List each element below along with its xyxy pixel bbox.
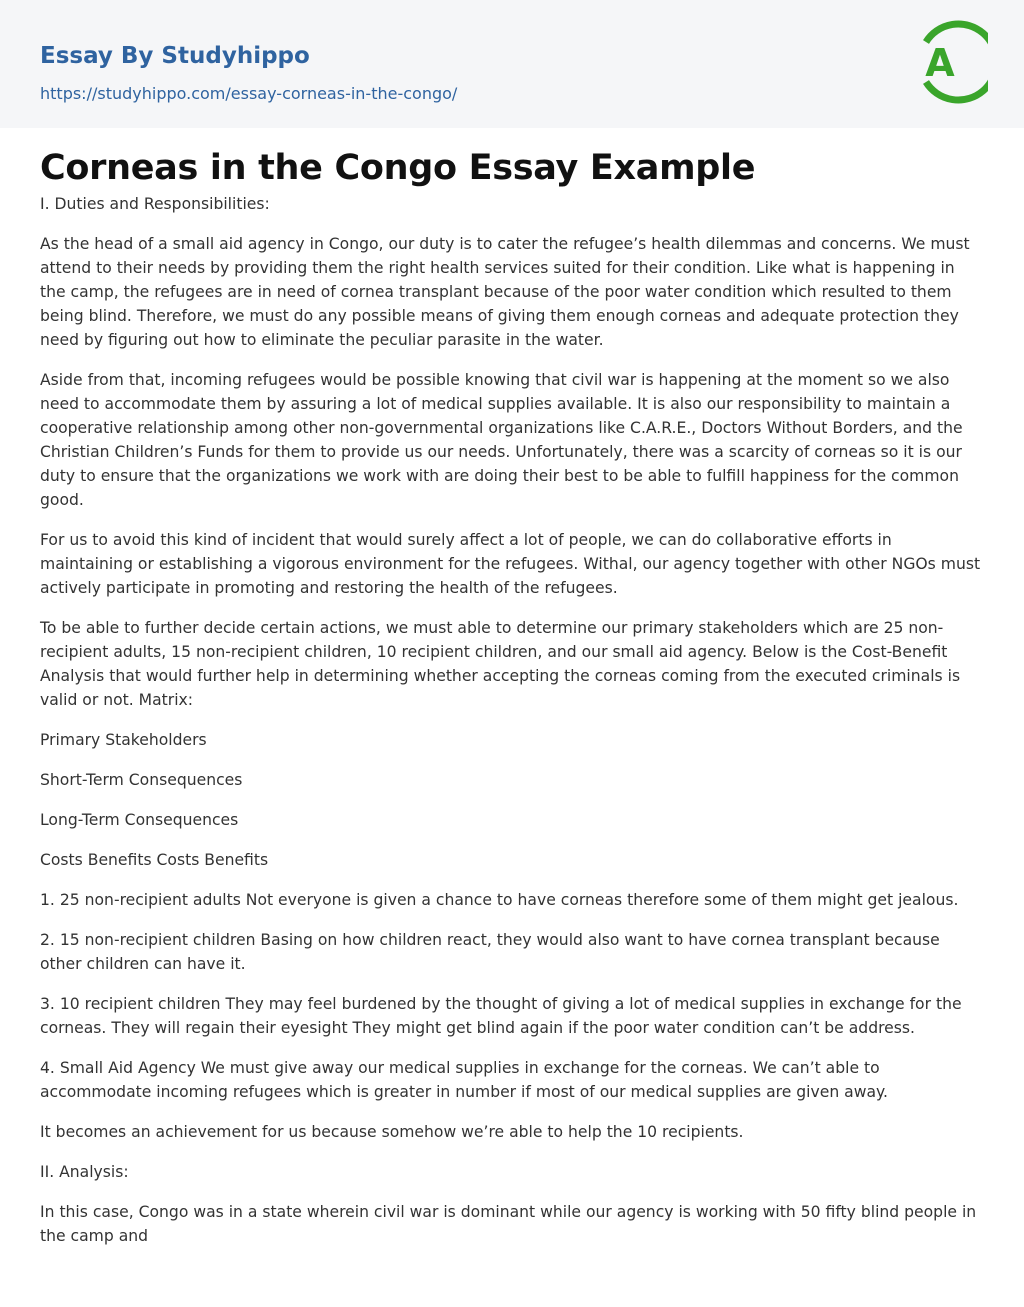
paragraph: In this case, Congo was in a state wherein civil war is dominant while our agency is working with 50 fifty blind people in the camp and [40, 1203, 977, 1245]
matrix-heading: Primary Stakeholders [40, 731, 207, 749]
matrix-heading: Short-Term Consequences [40, 771, 243, 789]
matrix-row: 3. 10 recipient children They may feel burdened by the thought of giving a lot of medical supplies in exchange for the corneas. They will regain their eyesight They might get blind again if the poor water condition can’t be address. [40, 995, 962, 1037]
paragraph: To be able to further decide certain actions, we must able to determine our primary stakeholders which are 25 non-recipient adults, 15 non-recipient children, 10 recipient children, and our small aid agency. Below is the Cost-Benefit Analysis that would further help in determining whether accepting the corneas coming from the executed criminals is valid or not. Matrix: [40, 619, 961, 709]
matrix-heading: Long-Term Consequences [40, 811, 239, 829]
paragraph-analysis-heading: II. Analysis: [40, 1163, 129, 1181]
matrix-row: 2. 15 non-recipient children Basing on how children react, they would also want to have cornea transplant because other children can have it. [40, 931, 940, 973]
essay-url-link[interactable]: https://studyhippo.com/essay-corneas-in-the-congo/ [40, 84, 458, 103]
brand-title[interactable]: Essay By Studyhippo [40, 43, 310, 69]
paragraph: For us to avoid this kind of incident that would surely affect a lot of people, we can do collaborative efforts in maintaining or establishing a vigorous environment for the refugees. Withal, our agency together with other NGOs must actively participate in promoting and restoring the health of the refugees. [40, 531, 981, 597]
paragraph: It becomes an achievement for us because somehow we’re able to help the 10 recipients. [40, 1123, 744, 1141]
paragraph: Aside from that, incoming refugees would be possible knowing that civil war is happening at the moment so we also need to accommodate them by assuring a lot of medical supplies available. It is also our responsibility to maintain a cooperative relationship among other non-governmental organizations like C.A.R.E., Doctors Without Borders, and the Christian Children’s Funds for them to provide us our needs. Unfortunately, there was a scarcity of corneas so it is our duty to ensure that the organizations we work with are doing their best to be able to fulfill happiness for the common good. [40, 371, 963, 509]
studyhippo-logo-icon[interactable] [910, 18, 988, 106]
paragraph-duties-heading: I. Duties and Responsibilities: [40, 195, 270, 213]
matrix-row: 4. Small Aid Agency We must give away our medical supplies in exchange for the corneas. We can’t able to accommodate incoming refugees which is greater in number if most of our medical supplies are given away. [40, 1059, 889, 1101]
logo-letter: A [925, 41, 955, 85]
matrix-row: 1. 25 non-recipient adults Not everyone is given a chance to have corneas therefore some of them might get jealous. [40, 891, 959, 909]
page-title: Corneas in the Congo Essay Example [40, 148, 756, 188]
site-header [0, 0, 1024, 128]
article-content [0, 128, 1024, 1248]
paragraph: As the head of a small aid agency in Congo, our duty is to cater the refugee’s health dilemmas and concerns. We must attend to their needs by providing them the right health services suited for their condition. Like what is happening in the camp, the refugees are in need of cornea transplant because of the poor water condition which resulted to them being blind. Therefore, we must do any possible means of giving them enough corneas and adequate protection they need by figuring out how to eliminate the peculiar parasite in the water. [40, 235, 970, 349]
matrix-heading: Costs Benefits Costs Benefits [40, 851, 269, 869]
